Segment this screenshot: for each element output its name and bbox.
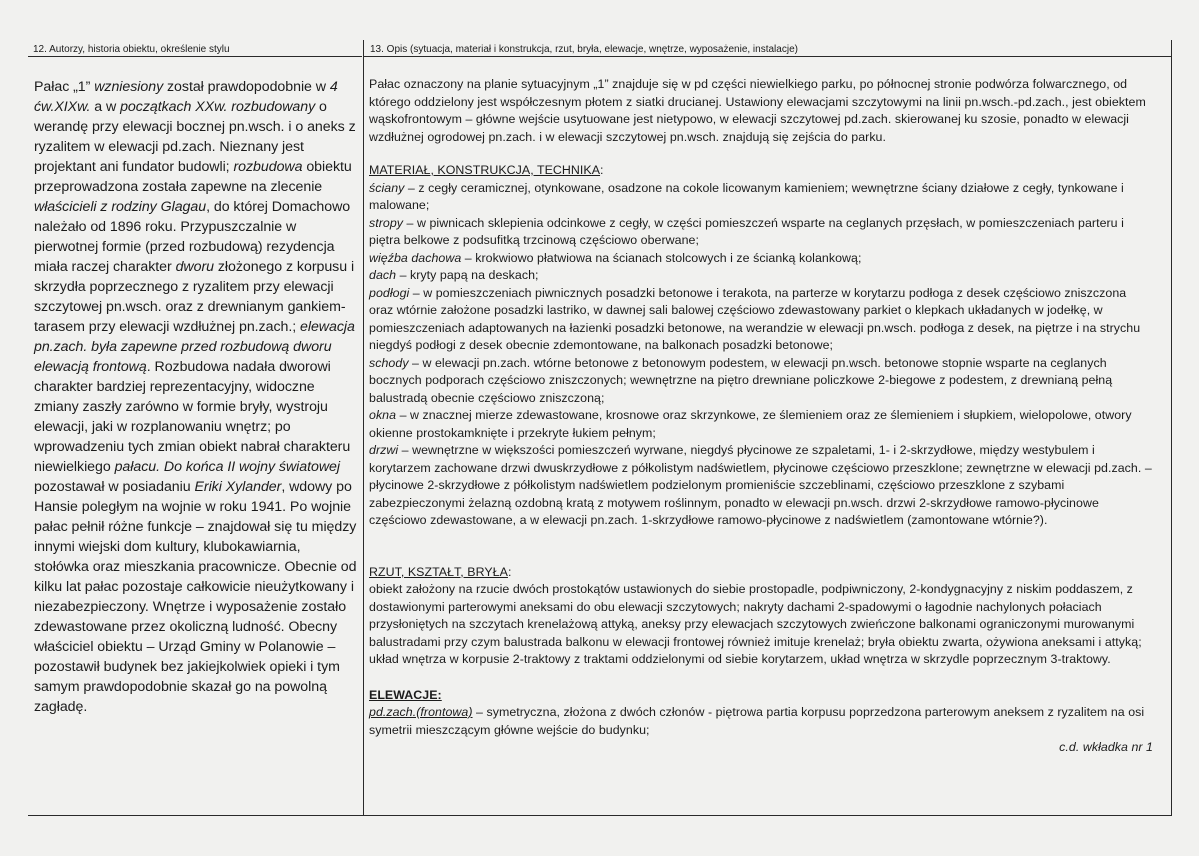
material-item [369, 267, 1153, 285]
history-italic-run: Eriki Xylander [194, 479, 282, 495]
history-italic-run: początkach XXw. rozbudowany [120, 99, 316, 115]
material-term: dach [369, 268, 397, 282]
material-term: schody [369, 355, 409, 370]
material-text: – w piwnicach sklepienia odcinkowe z cegły, w części pomieszczeń wsparte na ceglanych przęsłach, w pomieszczeniach parteru i piętra belkowe z podsufitką trzcinową częściowo oberwane; [369, 215, 1124, 247]
material-text: – kryty papą na deskach; [396, 268, 539, 282]
material-item [369, 180, 1153, 215]
history-text-run: o werandę przy elewacji bocznej pn.wsch. i o aneks z ryzalitem w elewacji pd.zach. Nieznany jest projektant ani fundator budowli; [34, 99, 356, 175]
history-text-run: Pałac „1” [34, 79, 95, 95]
material-item [369, 407, 1153, 442]
history-italic-run: właścicieli z rodziny Glagau [34, 199, 207, 215]
history-text-run: . Rozbudowa nadała dworowi charakter bardziej reprezentacyjny, widoczne zmiany zaszły zarówno w formie bryły, wystroju elewacji, jaki w rozplanowaniu wnętrz; po wprowadzeniu tych zmian obiekt nabrał charakteru niewielkiego [34, 359, 351, 475]
intro-paragraph: Pałac oznaczony na planie sytuacyjnym „1” znajduje się w pd części niewielkiego parku, po północnej stronie podwórza folwarcznego, od którego oddzielony jest współczesnym płotem z siatki drucianej. Ustawiony elewacjami szczytowymi na linii pn.wsch.-pd.zach., jest obiektem wąskofrontowym – główne wejście usytuowane jest nietypowo, w elewacji szczytowej pd.zach. skierowanej ku szosie, ponadto w elewacji wzdłużnej ogrodowej pn.zach. i w elewacji szczytowej pn.wsch. znajdują się zejścia do parku. [369, 77, 1146, 144]
history-text-run: , do której Domachowo należało od 1896 roku. Przypuszczalnie w pierwotnej formie (przed rozbudową) rezydencja miała raczej charakter [34, 199, 351, 275]
history-text-run: został prawdopodobnie w [163, 79, 330, 95]
history-italic-run: pałacu. Do końca II wojny światowej [114, 459, 340, 475]
material-item [369, 355, 1153, 408]
material-item [369, 442, 1153, 530]
material-text: – w znacznej mierze zdewastowane, krosnowe oraz skrzynkowe, ze ślemieniem oraz ze ślemieniem i słupkiem, wielopolowe, otwory okienne prostokamknięte i przekryte łukiem pełnym; [369, 408, 1132, 440]
history-italic-run: dworu [175, 259, 214, 275]
section-13-header: 13. Opis (sytuacja, materiał i konstrukcja, rzut, bryła, elewacje, wnętrze, wyposażenie, instalacje) [370, 44, 798, 55]
history-italic-run: elewacja pn.zach. była zapewne przed rozbudową dworu elewacją frontową [34, 319, 355, 375]
elewacje-text: – symetryczna, złożona z dwóch członów - piętrowa partia korpusu poprzedzona parterowym aneksem z ryzalitem na osi symetrii mieszczącym główne wejście do budynku; [369, 705, 1145, 737]
history-text-run: pozostawał w posiadaniu [34, 479, 195, 495]
material-text: – z cegły ceramicznej, otynkowane, osadzone na cokole licowanym kamieniem; wewnętrzne ściany działowe z cegły, tynkowane i malowane; [369, 180, 1124, 212]
material-text: – krokwiowo płatwiowa na ścianach stolcowych i ze ścianką kolankową; [461, 250, 862, 265]
right-border [1171, 40, 1172, 816]
rzut-paragraph: obiekt założony na rzucie dwóch prostokątów ustawionych do siebie prostopadle, podpiwniczony, 2-kondygnacyjny z niskim poddaszem, z dostawionymi parterowymi aneksami do obu elewacji szczytowych; nakryty dachami 2-spadowymi o łagodnie nachylonych połaciach przysłoniętych na szczytach krenelażową attyką, aneksy przy elewacjach szczytowych zwieńczone balkonami ograniczonymi murowanymi balustradami przy czym balustrada balkonu w elewacji frontowej również imituje krenelaż; bryła obiektu zwarta, ożywiona aneksami i attyką; układ wnętrza w korpusie 2-traktowy z traktami oddzielonymi od siebie korytarzem, układ wnętrza w skrzydle poprzecznym 3-traktowy. [369, 582, 1142, 666]
material-term: więźba dachowa [369, 250, 462, 265]
section-12-header: 12. Autorzy, historia obiektu, określenie stylu [33, 44, 230, 55]
material-text: – w pomieszczeniach piwnicznych posadzki betonowe i terakota, na parterze w korytarzu podłoga z desek częściowo zniszczona oraz wtórnie założone posadzki lastriko, w dawnej sali balowej częściowo zdewastowany parkiet o klepkach układanych w jodełkę, w pomieszczeniach adaptowanych na łazienki posadzki betonowe, na werandzie w elewacji pn.wsch. podłoga z desek, na piętrze i na strychu niegdyś podłogi z desek obecnie zdemontowane, na balkonach posadzki betonowe; [369, 285, 1141, 352]
history-italic-run: rozbudowa [233, 159, 303, 175]
material-term: drzwi [369, 443, 399, 457]
elewacje-paragraph [369, 704, 1153, 739]
elewacje-term: pd.zach.(frontowa) [369, 705, 473, 719]
rzut-heading: RZUT, KSZTAŁT, BRYŁA [369, 564, 508, 579]
column-divider [363, 40, 364, 816]
footer-note: c.d. wkładka nr 1 [1059, 740, 1153, 754]
history-text-run: , wdowy po Hansie poległym na wojnie w roku 1941. Po wojnie pałac pełnił różne funkcje – znajdował się tu między innymi wiejski dom kultury, klubokawiarnia, stołówka oraz mieszkania pracownicze. Obecnie od kilku lat pałac pozostaje całkowicie nieużytkowany i niezabezpieczony. Wnętrze i wyposażenie zostało zdewastowane przez okoliczną ludność. Obecny właściciel obiektu – Urząd Gminy w Polanowie – pozostawił budynek bez jakiejkolwiek opieki i tym samym prawdopodobnie skazał go na powolną zagładę. [34, 479, 357, 715]
elewacje-heading: ELEWACJE: [369, 687, 442, 702]
material-item [369, 285, 1153, 355]
history-text-run: złożonego z korpusu i skrzydła poprzecznego z ryzalitem przy elewacji szczytowej pn.wsch. oraz z drewnianym gankiem-tarasem przy elewacji wzdłużnej pn.zach.; [34, 259, 355, 335]
material-item [369, 250, 1153, 268]
material-text: – wewnętrzne w większości pomieszczeń wyrwane, niegdyś płycinowe ze szpaletami, 1- i 2-skrzydłowe, między westybulem i korytarzem zachowane drzwi dwuskrzydłowe z półkolistym nadświetlem, płycinowe częściowo przeszklone; zewnętrzne w elewacji pd.zach. – płycinowe 2-skrzydłowe z półkolistym nadświetlem podzielonym promieniście szczeblinami, częściowo przeszklone z szybami zabezpieczonymi żelazną ozdobną kratą z motywem roślinnym, ponadto w elewacji pn.wsch. drzwi 2-skrzydłowe ramowo-płycinowe częściowo zdewastowane, a w elewacji pn.zach. 1-skrzydłowe ramowo-płycinowe z nadświetlem (zamontowane wtórnie?). [369, 443, 1152, 527]
history-italic-run: 4 ćw.XIXw. [34, 79, 338, 115]
bottom-rule [28, 815, 1172, 816]
material-item [369, 215, 1153, 250]
description-text: Pałac oznaczony na planie sytuacyjnym „1” znajduje się w pd części niewielkiego parku, po północnej stronie podwórza folwarcznego, od którego oddzielony jest współczesnym płotem z siatki drucianej. Ustawiony elewacjami szczytowymi na linii pn.wsch.-pd.zach., jest obiektem wąskofrontowym – główne wejście usytuowane jest nietypowo, w elewacji szczytowej pd.zach. skierowanej ku szosie, ponadto w elewacji wzdłużnej ogrodowej pn.zach. i w elewacji szczytowej pn.wsch. znajdują się zejścia do parku. MATERIAŁ, KONSTRUKCJA, TECHNIKA: ściany – z cegły ceramicznej, otynkowane, osadzone na cokole licowanym kamieniem; wewnętrzne ściany działowe z cegły, tynkowane i malowane; stropy – w piwnicach sklepienia odcinkowe z cegły, w części pomieszczeń wsparte na ceglanych przęsłach, w pomieszczeniach parteru i piętra belkowe z podsufitką trzcinową częściowo oberwane; więźba dachowa – krokwiowo płatwiowa na ścianach stolcowych i ze ścianką kolankową; dach – kryty papą na deskach; podłogi – w pomieszczeniach piwnicznych posadzki betonowe i terakota, na parterze w korytarzu podłoga z desek częściowo zniszczona oraz wtórnie założone posadzki lastriko, w dawnej sali balowej częściowo zdewastowany parkiet o klepkach układanych w jodełkę, w pomieszczeniach adaptowanych na łazienki posadzki betonowe, na werandzie w elewacji pn.wsch. podłoga z desek, na piętrze i na strychu niegdyś podłogi z desek obecnie zdemontowane, na balkonach posadzki betonowe; schody – w elewacji pn.zach. wtórne betonowe z betonowym podestem, w elewacji pn.wsch. betonowe stopnie wsparte na ceglanych bocznych podporach częściowo zniszczonych; wewnętrzne na piętro drewniane policzkowe 2-biegowe z podestem, z drewnianą pełną balustradą obecnie częściowo zniszczoną; okna – w znacznej mierze zdewastowane, krosnowe oraz skrzynkowe, ze ślemieniem oraz ze ślemieniem i słupkiem, wielopolowe, otwory okienne prostokamknięte i przekryte łukiem pełnym; drzwi – wewnętrzne w większości pomieszczeń wyrwane, niegdyś płycinowe ze szpaletami, 1- i 2-skrzydłowe, między westybulem i korytarzem zachowane drzwi dwuskrzydłowe z półkolistym nadświetlem, płycinowe częściowo przeszklone; zewnętrzne w elewacji pd.zach. – płycinowe 2-skrzydłowe z półkolistym nadświetlem podzielonym promieniście szczeblinami, częściowo przeszklone z szybami zabezpieczonymi żelazną ozdobną kratą z motywem roślinnym, ponadto w elewacji pn.wsch. drzwi 2-skrzydłowe ramowo-płycinowe częściowo zdewastowane, a w elewacji pn.zach. 1-skrzydłowe ramowo-płycinowe z nadświetlem (zamontowane wtórnie?). RZUT, KSZTAŁT, BRYŁA: obiekt założony na rzucie dwóch prostokątów ustawionych do siebie prostopadle, podpiwniczony, 2-kondygnacyjny z niskim poddaszem, z dostawionymi parterowymi aneksami do obu elewacji szczytowych; nakryty dachami 2-spadowymi o łagodnie nachylonych połaciach przysłoniętych na szczytach krenelażową attyką, aneksy przy elewacjach szczytowych zwieńczone balkonami ograniczonymi murowanymi balustradami przy czym balustrada balkonu w elewacji frontowej również imituje krenelaż; bryła obiektu zwarta, ożywiona aneksami i attyką; układ wnętrza w korpusie 2-traktowy z traktami oddzielonymi od siebie korytarzem, układ wnętrza w skrzydle poprzecznym 3-traktowy. ELEWACJE: pd.zach.(frontowa) – symetryczna, złożona z dwóch członów - piętrowa partia korpusu poprzedzona parterowym aneksem z ryzalitem na osi symetrii mieszczącym główne wejście do budynku; c.d. wkładka nr 1 [369, 77, 1153, 754]
material-heading: MATERIAŁ, KONSTRUKCJA, TECHNIKA [369, 163, 601, 177]
right-header-rule [364, 56, 1172, 57]
history-text-run: a w [90, 99, 121, 115]
material-term: stropy [369, 215, 404, 230]
history-text-run: obiektu przeprowadzona została zapewne na zlecenie [34, 159, 352, 195]
material-term: podłogi [369, 285, 410, 300]
left-header-rule [28, 56, 362, 57]
history-text [34, 77, 358, 717]
material-term: okna [369, 408, 397, 422]
material-term: ściany [369, 180, 405, 195]
material-text: – w elewacji pn.zach. wtórne betonowe z betonowym podestem, w elewacji pn.wsch. betonowe stopnie wsparte na ceglanych bocznych podporach częściowo zniszczonych; wewnętrzne na piętro drewniane policzkowe 2-biegowe z podestem, z drewnianą pełną balustradą obecnie częściowo zniszczoną; [369, 355, 1113, 405]
history-italic-run: wzniesiony [94, 79, 164, 95]
material-list [369, 180, 1153, 530]
